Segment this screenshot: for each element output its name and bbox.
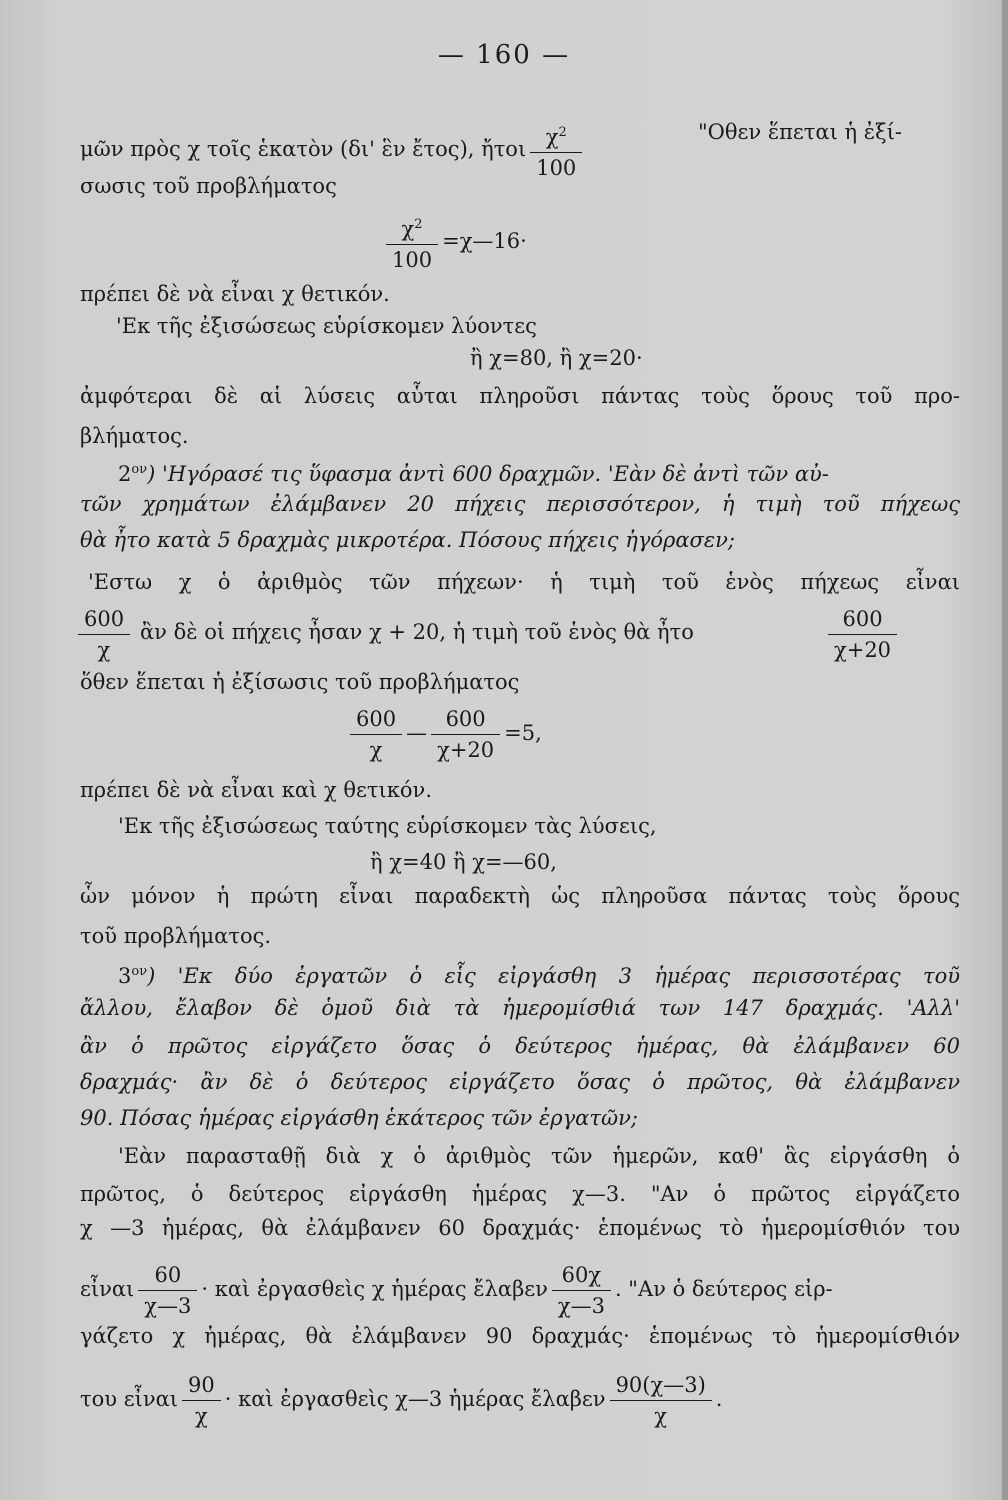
text-line-1-end: "Οθεν ἕπεται ἡ ἐξί- bbox=[698, 120, 902, 144]
text-line-13: ὅθεν ἕπεται ἡ ἐξίσωσις τοῦ προβλήματος bbox=[80, 670, 520, 694]
exercise-2-number: $2^{o\nu}$ bbox=[118, 462, 148, 486]
text-line-18: τοῦ προβλήματος. bbox=[80, 924, 272, 948]
text-line-24: 'Εὰν παρασταθῇ διὰ χ ὁ ἀριθμὸς τῶν ἡμερῶν, καθ' ἃς εἰργάσθη ὁ bbox=[118, 1144, 960, 1168]
text-line-12: ἂν δὲ οἱ πήχεις ἦσαν χ + 20, ἡ τιμὴ τοῦ ἑνὸς θὰ ἦτο bbox=[140, 620, 694, 644]
text-line-3: πρέπει δὲ νὰ εἶναι χ θετικόν. bbox=[80, 282, 390, 306]
text-line-7: βλήματος. bbox=[80, 424, 189, 448]
text-line-26: χ —3 ἡμέρας, θὰ ἐλάμβανεν 60 δραχμάς· ἑπομένως τὸ ἡμερομίσθιόν του bbox=[80, 1216, 960, 1240]
equation-1: $\frac{\chi^2}{100}$ =χ—16· bbox=[382, 210, 527, 275]
fraction-60-over-x-minus-3: $\frac{60}{\chi—3}$ bbox=[138, 1260, 197, 1321]
text-line-6: ἀμφότεραι δὲ αἱ λύσεις αὗται πληροῦσι πάντας τοὺς ὅρους τοῦ προ- bbox=[80, 384, 960, 408]
fraction-600-over-x-plus-20: $\frac{600}{\chi+20}$ bbox=[824, 604, 901, 665]
text-line-23: 90. Πόσας ἡμέρας εἰργάσθη ἑκάτερος τῶν ἐργατῶν; bbox=[80, 1106, 638, 1130]
fraction-90-x-minus-3-over-x: $\frac{90(\chi—3)}{\chi}$ bbox=[610, 1370, 712, 1431]
text-line-15: 'Εκ τῆς ἐξισώσεως ταύτης εὑρίσκομεν τὰς λύσεις, bbox=[118, 814, 657, 838]
exercise-2-heading: $2^{o\nu}$) 'Ηγόρασέ τις ὕφασμα ἀντὶ 600 δραχμῶν. 'Εὰν δὲ ἀντὶ τῶν αὐ- bbox=[118, 462, 829, 486]
text-line-1: μῶν πρὸς χ τοῖς ἑκατὸν (δι' ἓν ἔτος), ἤτοι $\frac{\chi^2}{100}$ bbox=[80, 118, 586, 183]
fraction-600-over-x: $\frac{600}{\chi}$ bbox=[74, 604, 134, 665]
solutions-2: ἢ χ=40 ἢ χ=—60, bbox=[370, 850, 557, 874]
text-line-29: του εἶναι $\frac{90}{\chi}$ · καὶ ἐργασθεὶς χ—3 ἡμέρας ἔλαβεν $\frac{90(\chi—3)}{\chi}$ . bbox=[80, 1370, 722, 1431]
fraction-x2-over-100: $\frac{\chi^2}{100}$ bbox=[530, 118, 582, 183]
text-line-2: σωσις τοῦ προβλήματος bbox=[80, 174, 337, 198]
text-line-4: 'Εκ τῆς ἐξισώσεως εὑρίσκομεν λύοντες bbox=[116, 314, 537, 338]
solutions-1: ἢ χ=80, ἢ χ=20· bbox=[470, 346, 643, 370]
exercise-3-heading: $3^{o\nu}$) 'Εκ δύο ἐργατῶν ὁ εἷς εἰργάσθη 3 ἡμέρας περισσοτέρας τοῦ bbox=[118, 964, 960, 988]
text-line-11: 'Εστω χ ὁ ἀριθμὸς τῶν πήχεων· ἡ τιμὴ τοῦ ἑνὸς πήχεως εἶναι bbox=[88, 570, 960, 594]
fraction-60x-over-x-minus-3: $\frac{60\chi}{\chi—3}$ bbox=[552, 1260, 611, 1321]
text-line-20: ἄλλου, ἔλαβον δὲ ὁμοῦ διὰ τὰ ἡμερομίσθιά των 147 δραχμάς. 'Αλλ' bbox=[80, 996, 960, 1020]
fraction-90-over-x: $\frac{90}{\chi}$ bbox=[182, 1370, 221, 1431]
text-line-21: ἂν ὁ πρῶτος εἰργάζετο ὅσας ὁ δεύτερος ἡμέρας, θὰ ἐλάμβανεν 60 bbox=[80, 1034, 960, 1058]
text-line-22: δραχμάς· ἂν δὲ ὁ δεύτερος εἰργάζετο ὅσας ὁ πρῶτος, θὰ ἐλάμβανεν bbox=[80, 1070, 960, 1094]
text-line-10: θὰ ἦτο κατὰ 5 δραχμὰς μικροτέρα. Πόσους πήχεις ἠγόρασεν; bbox=[80, 528, 735, 552]
equation-2: $\frac{600}{\chi}$ — $\frac{600}{\chi+20}$ =5, bbox=[346, 704, 542, 765]
page-number: — 160 — bbox=[437, 40, 571, 70]
text-line-9: τῶν χρημάτων ἐλάμβανεν 20 πήχεις περισσότερον, ἡ τιμὴ τοῦ πήχεως bbox=[80, 492, 960, 516]
exercise-3-number: $3^{o\nu}$ bbox=[118, 964, 148, 988]
text-line-14: πρέπει δὲ νὰ εἶναι καὶ χ θετικόν. bbox=[80, 778, 432, 802]
text-line-27: εἶναι $\frac{60}{\chi—3}$ · καὶ ἐργασθεὶς χ ἡμέρας ἔλαβεν $\frac{60\chi}{\chi—3}$ . "Αν ὁ δεύτερος εἰρ- bbox=[80, 1260, 833, 1321]
text-line-25: πρῶτος, ὁ δεύτερος εἰργάσθη ἡμέρας χ—3. "Αν ὁ πρῶτος εἰργάζετο bbox=[80, 1182, 960, 1206]
text-line-17: ὧν μόνον ἡ πρώτη εἶναι παραδεκτὴ ὡς πληροῦσα πάντας τοὺς ὅρους bbox=[80, 884, 960, 908]
text-line-28: γάζετο χ ἡμέρας, θὰ ἐλάμβανεν 90 δραχμάς· ἑπομένως τὸ ἡμερομίσθιόν bbox=[80, 1324, 960, 1348]
